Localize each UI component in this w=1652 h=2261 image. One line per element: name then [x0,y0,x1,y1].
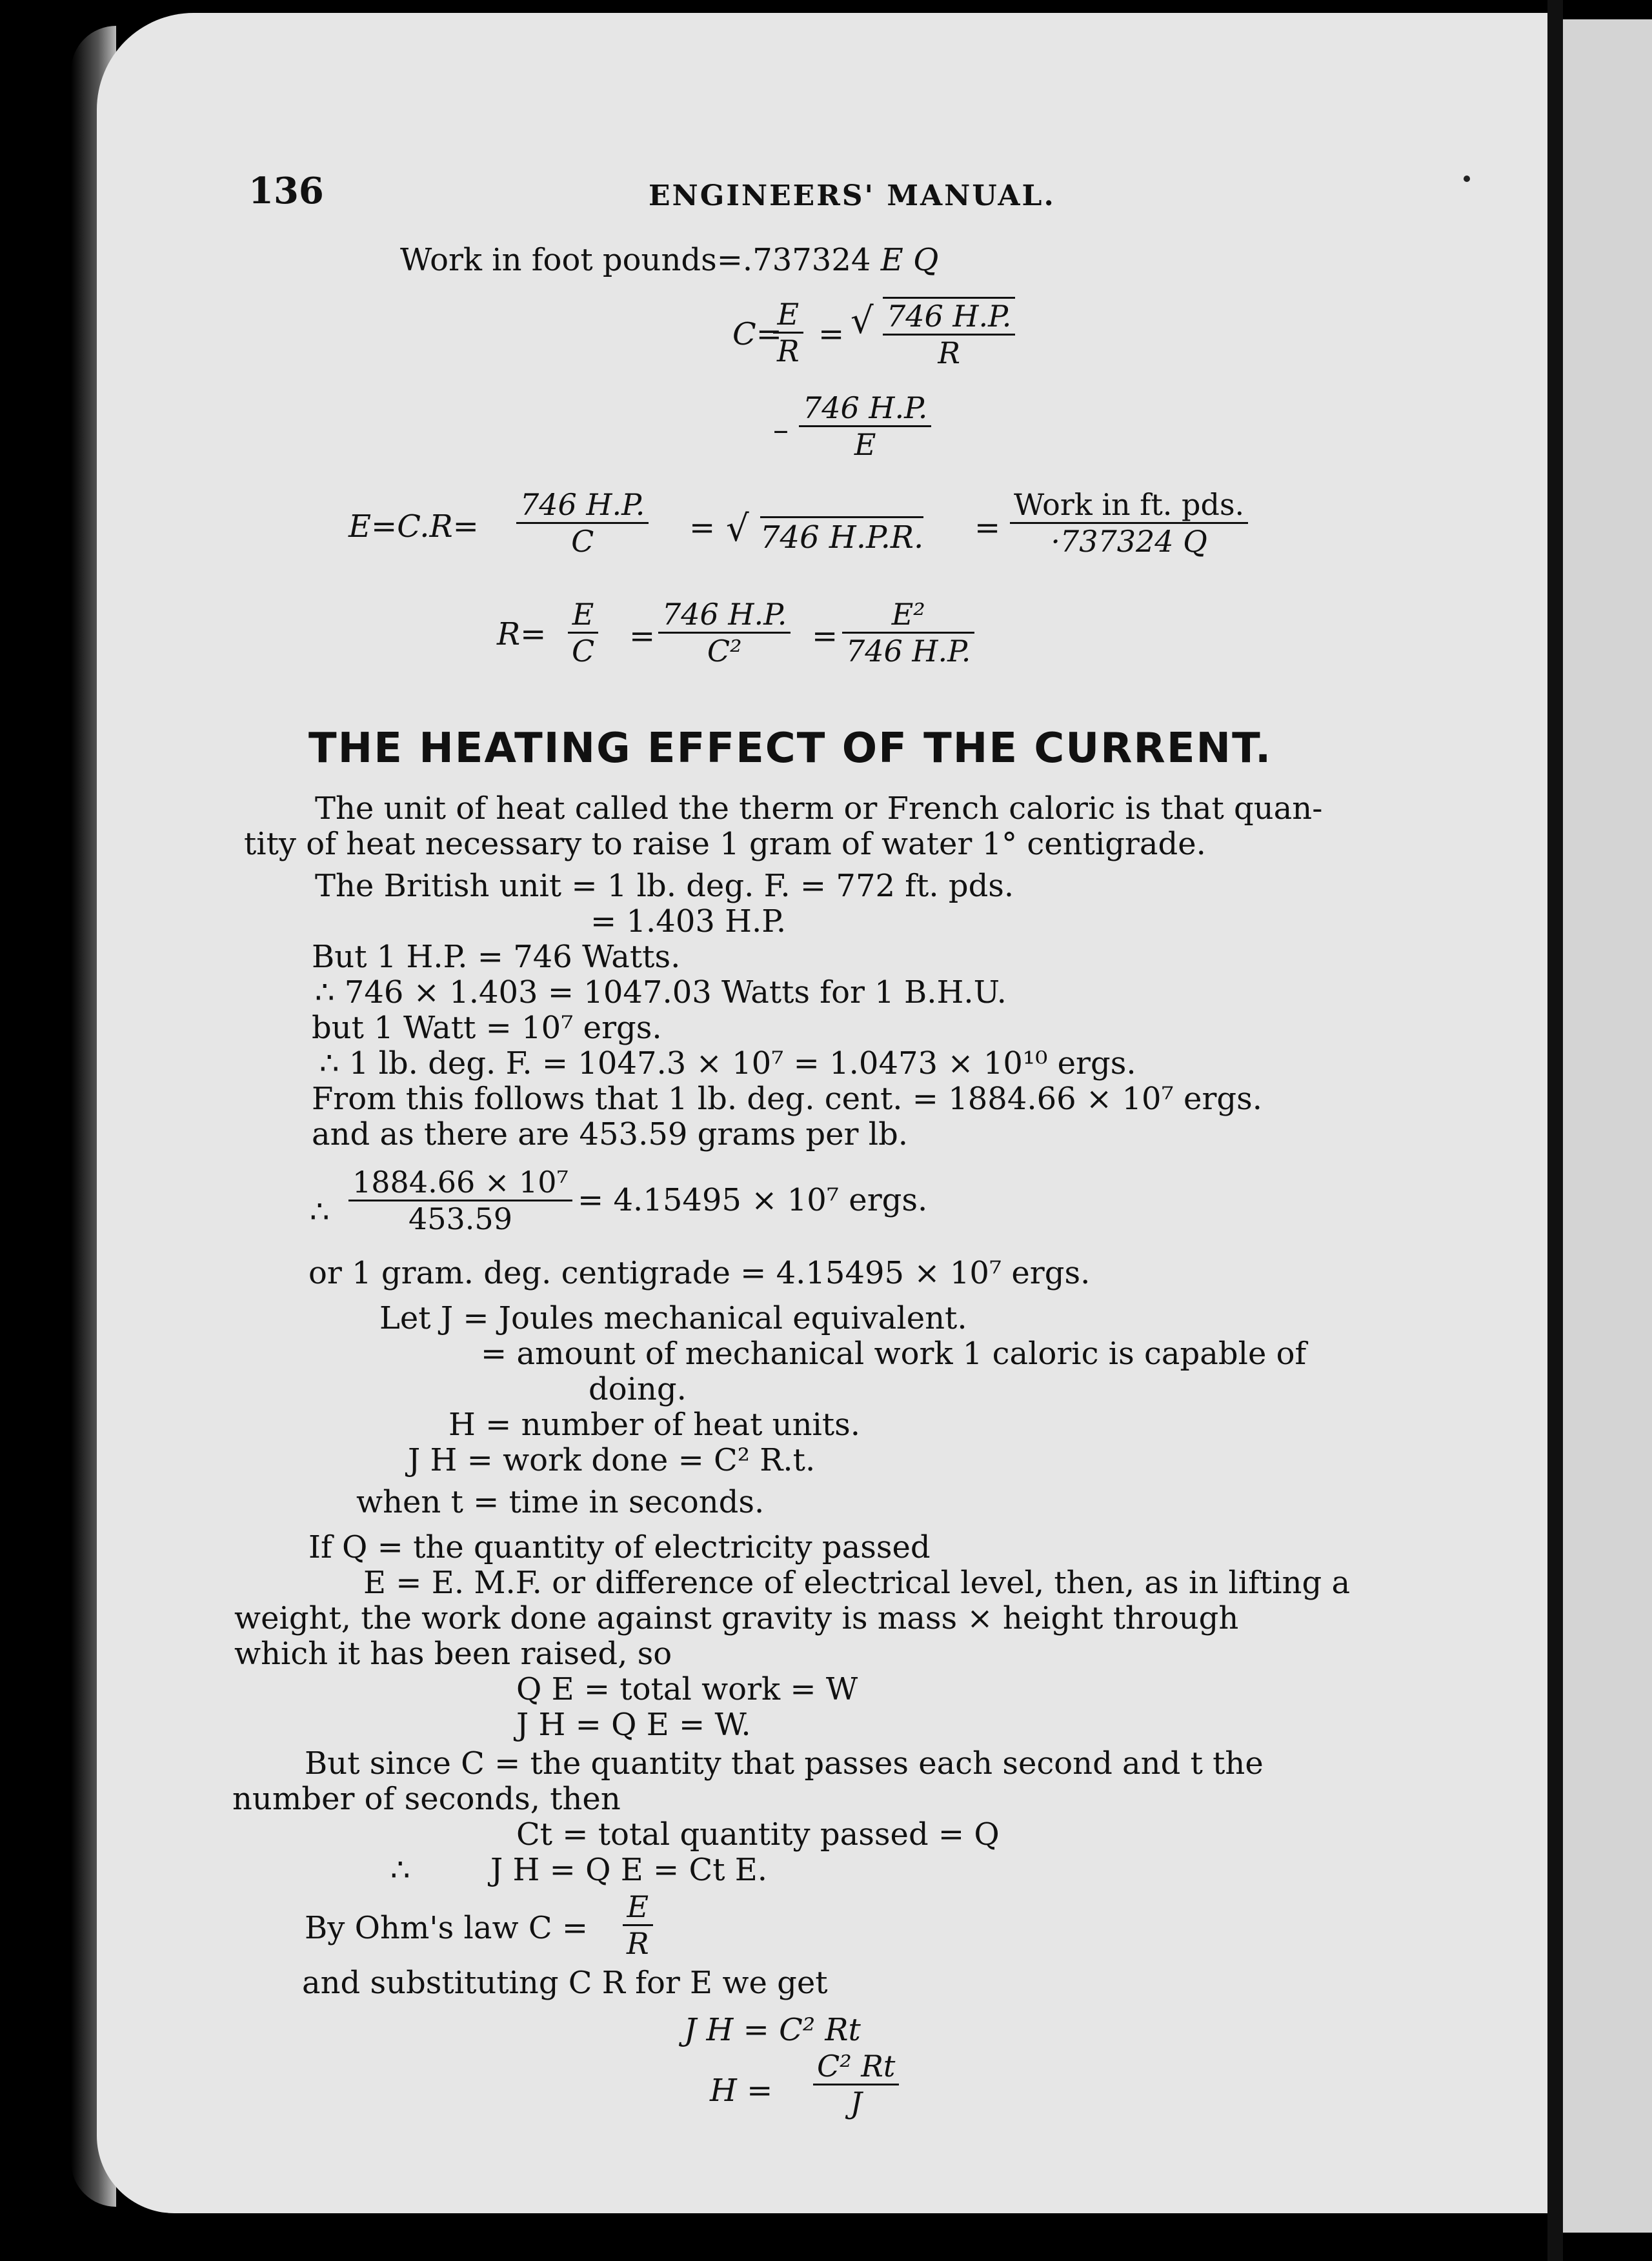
sqrt-sign-2: √ [726,508,749,550]
ergs-fraction: $\frac{\text{1884.66 × 10⁷}}{453.59}$ [348,1165,572,1236]
h-final-fraction: $\frac{\text{C² Rt}}{J}$ [813,2049,899,2120]
c-formula-lhs: C= [732,316,782,352]
hp-watts-line: But 1 H.P. = 746 Watts. [312,939,681,975]
section-heading: THE HEATING EFFECT OF THE CURRENT. [308,725,1273,772]
jh-ct-e-line: J H = Q E = Ct E. [490,1852,768,1888]
h-final-lhs: H = [710,2073,773,2109]
ergs-fraction-result: = 4.15495 × 10⁷ ergs. [578,1182,928,1218]
paragraph-1-line-2: tity of heat necessary to raise 1 gram of water 1° centigrade. [244,826,1206,862]
book-gutter [1547,0,1563,2261]
speck [1464,176,1470,182]
c-formula-sqrt-fraction: $\frac{746 H.P.}{R}$ [883,297,1015,370]
heat-units-line: H = number of heat units. [448,1407,861,1443]
r-formula-fraction-2: $\frac{746 H.P.}{\text{C²}}$ [658,597,791,668]
quantity-electricity-line: If Q = the quantity of electricity passed [308,1529,931,1565]
work-done-line: J H = work done = C² R.t. [408,1442,816,1478]
british-unit-line: The British unit = 1 lb. deg. F. = 772 ft. pds. [315,868,1014,904]
total-quantity-line: Ct = total quantity passed = Q [516,1816,1000,1853]
r-formula-lhs: R= [497,616,547,652]
joule-definition-line: Let J = Joules mechanical equivalent. [379,1300,967,1336]
e-formula-work-fraction: Work in ft. pds. ·737324 Q [1010,487,1248,559]
jh-final-line: J H = C² Rt [684,2012,861,2048]
ohms-law-text: By Ohm's law C = [305,1910,589,1946]
e-formula-lhs: E=C.R= [348,508,479,545]
therefore-symbol-3: ∴ [390,1852,410,1888]
deg-cent-line: From this follows that 1 lb. deg. cent. = 1884.66 × 10⁷ ergs. [312,1081,1262,1117]
lb-deg-ergs-line: ∴ 1 lb. deg. F. = 1047.3 × 10⁷ = 1.0473 × 10¹⁰ ergs. [319,1045,1136,1081]
gravity-line: weight, the work done against gravity is mass × height through [234,1600,1239,1636]
doing-line: doing. [589,1371,687,1407]
ohms-law-fraction: $\frac{E}{R}$ [623,1889,653,1961]
c-formula-fraction: $\frac{E}{R}$ [773,297,803,368]
r-formula-fraction-3: $\frac{\text{E²}}{746 H.P.}$ [842,597,974,668]
e-formula-fraction: $\frac{746 H.P.}{C}$ [516,487,649,559]
total-work-line: Q E = total work = W [516,1671,858,1707]
mechanical-work-line: = amount of mechanical work 1 caloric is capable of [481,1336,1307,1372]
grams-per-lb-line: and as there are 453.59 grams per lb. [312,1116,909,1152]
jh-qe-w-line: J H = Q E = W. [516,1707,751,1743]
c-formula-second-fraction: $\frac{746 H.P.}{E}$ [799,390,931,462]
sqrt-sign: √ [851,300,874,342]
work-foot-pounds-formula: Work in foot pounds=.737324 E Q [400,242,939,278]
bhu-watts-line: ∴ 746 × 1.403 = 1047.03 Watts for 1 B.H.U. [315,974,1007,1010]
therefore-symbol: ∴ [310,1194,330,1230]
but-since-line: But since C = the quantity that passes each second and t the [305,1745,1264,1782]
number-seconds-line: number of seconds, then [232,1781,621,1817]
facing-page-edge [1563,19,1652,2233]
raised-line: which it has been raised, so [234,1636,672,1672]
e-formula-sqrt: 746 H.P.R. [760,516,923,556]
gram-deg-line: or 1 gram. deg. centigrade = 4.15495 × 10⁷ ergs. [308,1255,1091,1291]
page-number: 136 [248,170,324,212]
substituting-line: and substituting C R for E we get [302,1965,828,2001]
british-unit-hp-line: = 1.403 H.P. [590,903,787,940]
r-formula-fraction-1: $\frac{E}{C}$ [568,597,598,668]
running-title: ENGINEERS' MANUAL. [649,179,1056,212]
emf-line: E = E. M.F. or difference of electrical level, then, as in lifting a [363,1565,1351,1601]
paragraph-1-line-1: The unit of heat called the therm or French caloric is that quan- [315,790,1323,827]
time-seconds-line: when t = time in seconds. [356,1484,765,1520]
watt-ergs-line: but 1 Watt = 10⁷ ergs. [312,1010,662,1046]
